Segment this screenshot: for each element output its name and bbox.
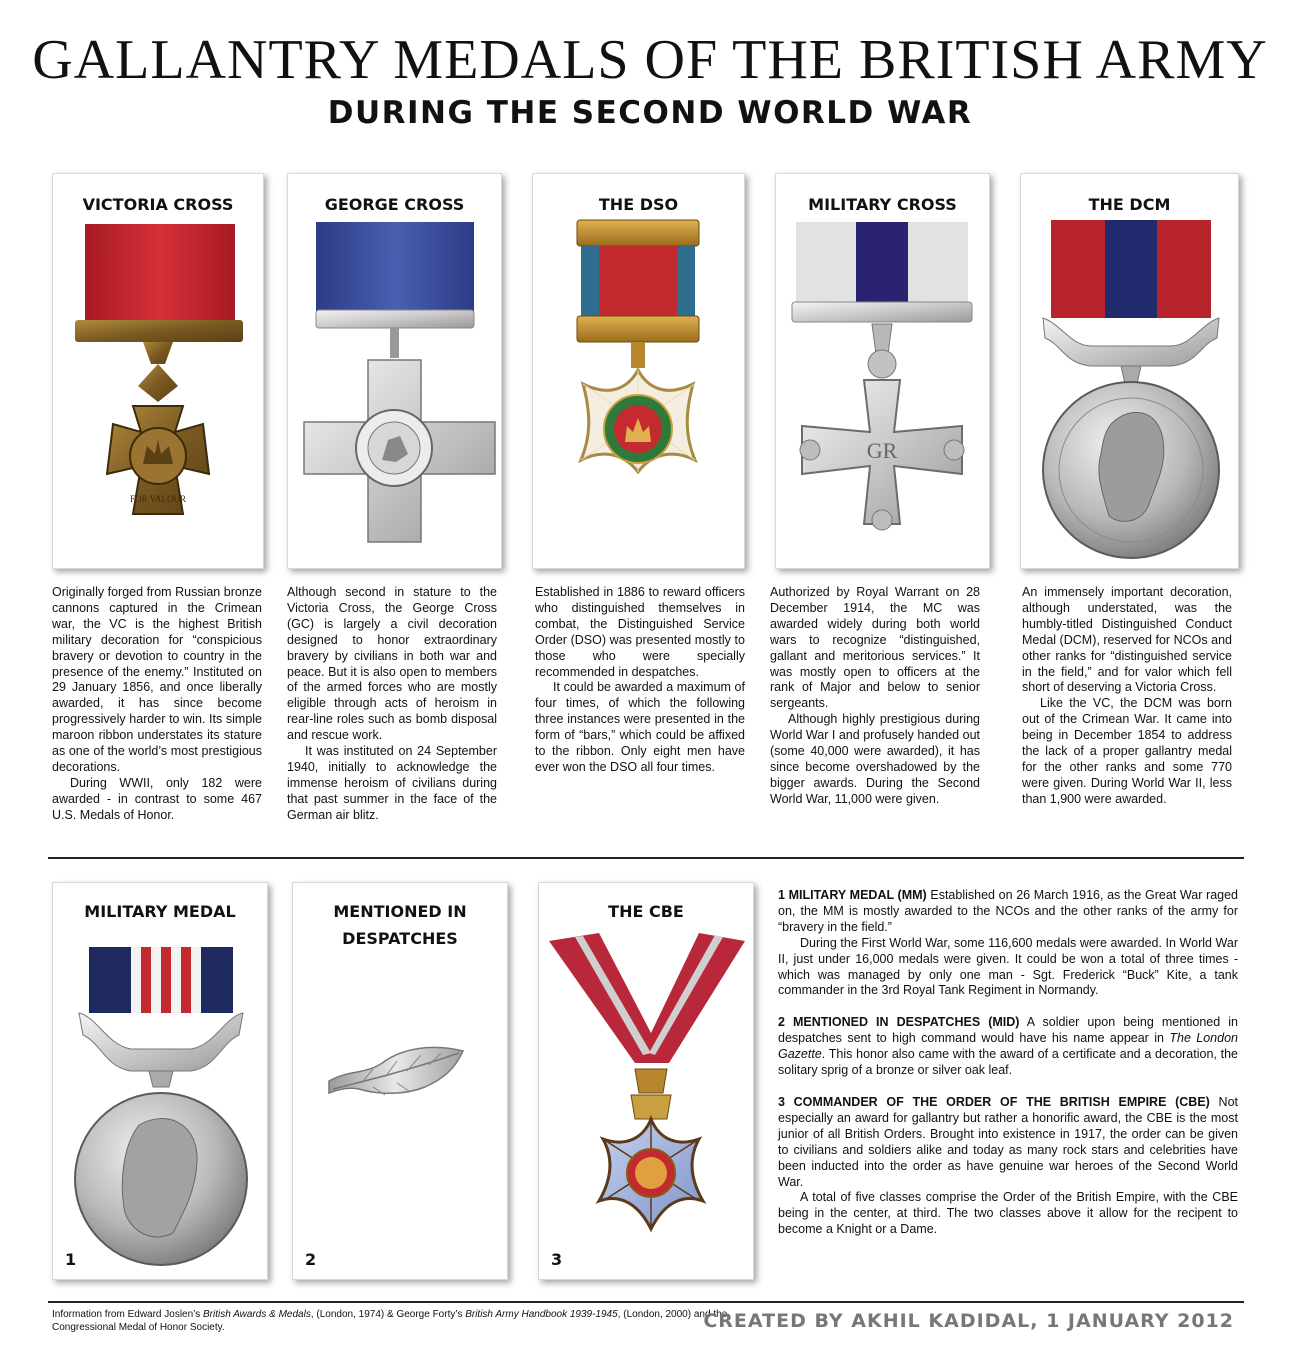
card-dso	[532, 173, 745, 569]
note-mentioned-in-despatches	[778, 1015, 1238, 1079]
card-mentioned-in-despatches	[292, 882, 508, 1280]
military-cross-medal-icon	[776, 174, 989, 568]
description-paragraph: Established in 1886 to reward officers who distinguished themselves in combat, the Distinguished Service Order (DSO) was presented mostly to those who were specially recommended in despatches.	[535, 585, 745, 679]
note-italic-text: The London Gazette	[778, 1031, 1238, 1062]
note-heading: 1 MILITARY MEDAL (MM)	[778, 888, 927, 902]
source-book-title: British Awards & Medals	[203, 1309, 311, 1320]
page-title: GALLANTRY MEDALS OF THE BRITISH ARMY	[32, 29, 1268, 91]
victoria-cross-medal-icon	[53, 174, 263, 568]
description-paragraph: It was instituted on 24 September 1940, initially to acknowledge the immense heroism of civilians during that past summer in the face of the German air blitz.	[287, 744, 497, 822]
card-number: 1	[65, 1250, 77, 1269]
notes-column	[778, 888, 1238, 1238]
card-cbe	[538, 882, 754, 1280]
military-medal-icon	[53, 883, 267, 1279]
source-book-title: British Army Handbook 1939-1945	[465, 1309, 618, 1320]
card-title: VICTORIA CROSS	[82, 195, 234, 214]
footer-divider	[48, 1301, 1244, 1303]
source-text: , (London, 2000) and the Congressional Medal of Honor Society.	[52, 1309, 728, 1333]
page-subtitle: DURING THE SECOND WORLD WAR	[327, 95, 973, 131]
description-paragraph: Originally forged from Russian bronze cannons captured in the Crimean war, the VC is the highest British military decoration for “conspicious bravery or devotion to country in the presence of the enemy.” Instituted on 29 January 1856, and once liberally awarded, it has since become progressively harder to win. Its simple maroon ribbon understates its stature as one of the world’s most prestigious decorations.	[52, 585, 262, 774]
description-paragraph: Like the VC, the DCM was born out of the Crimean War. It came into being in December 1854 to address the lack of a proper gallantry medal for the other ranks and some 770 were given. During World War II, less than 1,900 were awarded.	[1022, 696, 1232, 806]
victoria-cross-description	[52, 585, 262, 824]
note-text: A total of five classes comprise the Order of the British Empire, with the CBE being in the center, at third. The two classes above it allow for the recipent to become a Knight or a Dame.	[778, 1190, 1238, 1237]
george-cross-medal-icon	[288, 174, 501, 568]
dso-medal-icon	[533, 174, 744, 568]
description-paragraph: Although second in stature to the Victoria Cross, the George Cross (GC) is largely a civil decoration designed to honor extraordinary bravery by civilians in both war and peace. But it is also open to members of the armed forces who are mostly eligible through acts of heroism in rear-line roles such as bomb disposal and rescue work.	[287, 585, 497, 743]
dcm-description	[1022, 585, 1232, 808]
cbe-medal-icon	[539, 883, 753, 1279]
note-military-medal	[778, 888, 1238, 936]
card-title: THE DSO	[598, 195, 679, 214]
card-number: 2	[305, 1250, 317, 1269]
military-cross-description	[770, 585, 980, 808]
description-paragraph: Although highly prestigious during World War I and profusely handed out (some 40,000 were awarded), it has since become overshadowed by the bigger awards. During the Second World War, 11,000 were given.	[770, 712, 980, 806]
svg-text:FOR VALOUR: FOR VALOUR	[130, 494, 186, 504]
note-heading: 2 MENTIONED IN DESPATCHES (MID)	[778, 1015, 1020, 1030]
note-text: A soldier upon being mentioned in despatches sent to high command would have his name appear in	[778, 1015, 1238, 1046]
source-text: Information from Edward Joslen’s	[52, 1309, 201, 1320]
dso-description	[535, 585, 745, 776]
card-number: 3	[551, 1250, 563, 1269]
card-title: DESPATCHES	[342, 929, 458, 948]
source-text: , (London, 1974) & George Forty’s	[310, 1309, 463, 1320]
card-title: THE CBE	[608, 902, 684, 921]
dcm-medal-icon	[1021, 174, 1238, 568]
card-title: MILITARY MEDAL	[84, 902, 236, 921]
card-military-medal	[52, 882, 268, 1280]
description-paragraph: Authorized by Royal Warrant on 28 December 1914, the MC was awarded widely during both world wars to recognize “distinguished, gallant and meritorious services.” It was mostly open to officers at the rank of Major and below to senior sergeants.	[770, 585, 980, 711]
note-text: Established on 26 March 1916, as the Great War raged on, the MM is mostly awarded to the NCOs and the other ranks of the army for “bravery in the field.”	[778, 888, 1238, 934]
card-victoria-cross	[52, 173, 264, 569]
card-dcm	[1020, 173, 1239, 569]
card-title: THE DCM	[1088, 195, 1171, 214]
sources-note	[52, 1308, 752, 1334]
note-cbe	[778, 1095, 1238, 1190]
george-cross-description	[287, 585, 497, 824]
note-heading: 3 COMMANDER OF THE ORDER OF THE BRITISH EMPIRE (CBE)	[778, 1094, 1210, 1109]
card-title: GEORGE CROSS	[324, 195, 465, 214]
description-paragraph: An immensely important decoration, although understated, was the humbly-titled Distinguished Conduct Medal (DCM), reserved for NCOs and other ranks for “distinguished service in the field,” and for valor which fell short of deserving a Victoria Cross.	[1022, 585, 1232, 695]
description-paragraph: During WWII, only 182 were awarded - in contrast to some 467 U.S. Medals of Honor.	[52, 775, 262, 822]
card-title: MENTIONED IN	[333, 902, 467, 921]
card-george-cross	[287, 173, 502, 569]
note-text: Not especially an award for gallantry but rather a honorific award, the CBE is the most junior of all British Orders. Brought into existence in 1917, the order can be given to civilians and soldiers alike and today as many rock stars and celebrities have been inducted into the order as have genuine war heroes of the Second World War.	[778, 1094, 1238, 1189]
note-text: During the First World War, some 116,600 medals were awarded. In World War II, just under 16,000 medals were given. It could be won a total of three times - which was managed by only one man - Sgt. Frederick “Buck” Kite, a tank commander in the 3rd Royal Tank Regiment in Normandy.	[778, 935, 1238, 998]
description-paragraph: It could be awarded a maximum of four times, of which the following three instances were presented in the form of “bars,” which could be affixed to the ribbon. Only eight men have ever won the DSO all four times.	[535, 680, 745, 774]
card-military-cross	[775, 173, 990, 569]
oak-leaf-icon	[293, 883, 507, 1279]
card-title: MILITARY CROSS	[808, 195, 957, 214]
svg-text:GR: GR	[866, 438, 898, 463]
note-text: . This honor also came with the award of a certificate and a decoration, the solitary sprig of a bronze or silver oak leaf.	[778, 1047, 1238, 1078]
section-divider	[48, 857, 1244, 859]
credit-line: CREATED BY AKHIL KADIDAL, 1 JANUARY 2012	[703, 1310, 1234, 1332]
